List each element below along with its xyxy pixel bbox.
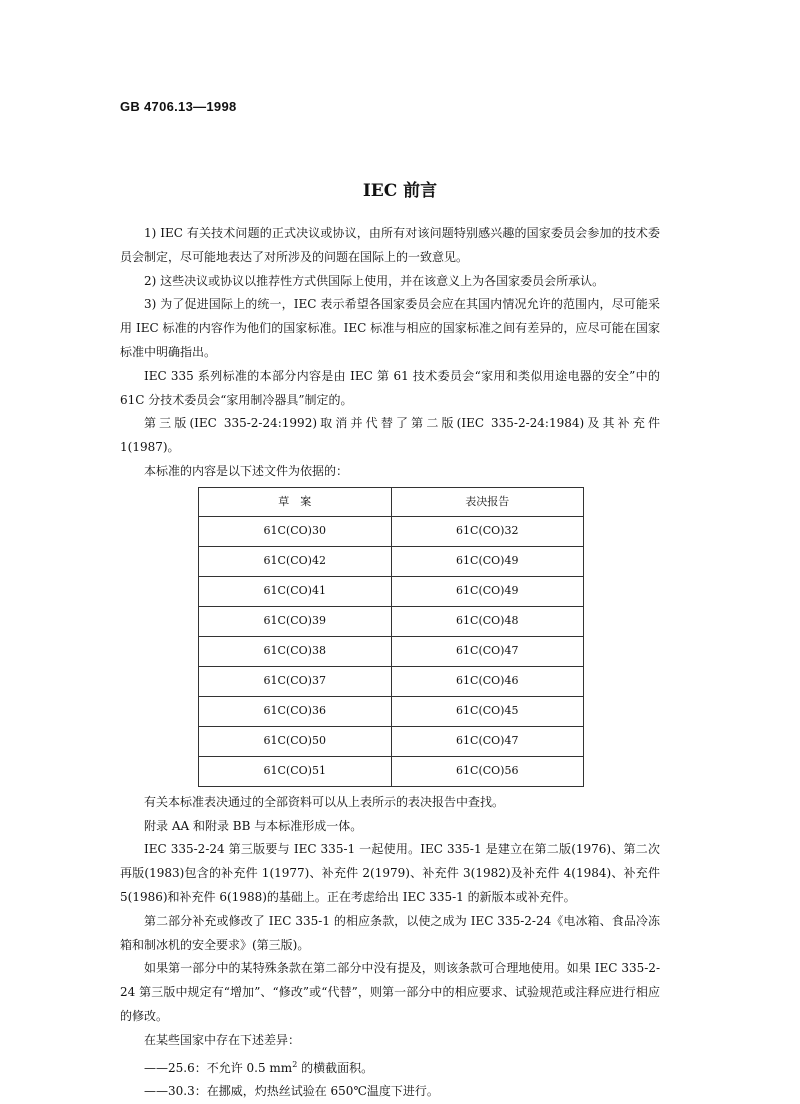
paragraph: 2) 这些决议或协议以推荐性方式供国际上使用，并在该意义上为各国家委员会所承认。 xyxy=(144,273,605,288)
voting-report-cell: 61C(CO)47 xyxy=(391,636,584,666)
paragraph: 在某些国家中存在下述差异： xyxy=(144,1032,301,1047)
table-row xyxy=(199,516,584,546)
paragraph: 本标准的内容是以下述文件为依据的： xyxy=(144,463,349,478)
table-row xyxy=(199,576,584,606)
draft-cell: 61C(CO)36 xyxy=(199,696,392,726)
draft-cell: 61C(CO)39 xyxy=(199,606,392,636)
table-row xyxy=(199,756,584,786)
paragraph: 附录 AA 和附录 BB 与本标准形成一体。 xyxy=(144,818,363,833)
voting-report-cell: 61C(CO)49 xyxy=(391,576,584,606)
draft-cell: 61C(CO)50 xyxy=(199,726,392,756)
voting-report-cell: 61C(CO)46 xyxy=(391,666,584,696)
draft-cell: 61C(CO)30 xyxy=(199,516,392,546)
paragraph: 1) IEC 有关技术问题的正式决议或协议，由所有对该问题特别感兴趣的国家委员会参加的技术委员会制定，尽可能地表达了对所涉及的问题在国际上的一致意见。 xyxy=(120,226,660,264)
page-title: IEC 前言 xyxy=(362,181,438,201)
national-difference-item: ——30.3：在挪威，灼热丝试验在 650℃温度下进行。 xyxy=(144,1084,439,1099)
paragraph: 第三版(IEC 335-2-24:1992)取消并代替了第二版(IEC 335-2-24:1984)及其补充件 1(1987)。 xyxy=(120,416,660,455)
table-row xyxy=(199,696,584,726)
table-header-row xyxy=(199,487,584,516)
column-header-draft: 草 案 xyxy=(199,487,392,516)
table-row xyxy=(199,546,584,576)
draft-cell: 61C(CO)37 xyxy=(199,666,392,696)
paragraph: IEC 335 系列标准的本部分内容是由 IEC 第 61 技术委员会“家用和类似用途电器的安全”中的 61C 分技术委员会“家用制冷器具”制定的。 xyxy=(120,368,660,407)
table-row xyxy=(199,636,584,666)
voting-report-cell: 61C(CO)45 xyxy=(391,696,584,726)
standard-number: GB 4706.13—1998 xyxy=(120,99,237,114)
voting-report-cell: 61C(CO)32 xyxy=(391,516,584,546)
basis-documents-table xyxy=(198,487,584,787)
voting-report-cell: 61C(CO)48 xyxy=(391,606,584,636)
document-body xyxy=(120,222,660,1104)
national-difference-item xyxy=(120,1053,660,1081)
column-header-voting-report: 表决报告 xyxy=(391,487,584,516)
paragraph: 如果第一部分中的某特殊条款在第二部分中没有提及，则该条款可合理地使用。如果 IEC 335-2-24 第三版中规定有“增加”、“修改”或“代替”，则第一部分中的相应要求、试验规范或注释应进行相应的修改。 xyxy=(120,961,660,1023)
draft-cell: 61C(CO)38 xyxy=(199,636,392,666)
paragraph: 有关本标准表决通过的全部资料可以从上表所示的表决报告中查找。 xyxy=(144,794,505,809)
draft-cell: 61C(CO)41 xyxy=(199,576,392,606)
paragraph: 第二部分补充或修改了 IEC 335-1 的相应条款，以使之成为 IEC 335-2-24《电冰箱、食品冷冻箱和制冰机的安全要求》(第三版)。 xyxy=(120,913,660,952)
table-row xyxy=(199,726,584,756)
table-row xyxy=(199,606,584,636)
voting-report-cell: 61C(CO)47 xyxy=(391,726,584,756)
difference-text: ——25.6：不允许 0.5 mm xyxy=(144,1060,293,1075)
draft-cell: 61C(CO)42 xyxy=(199,546,392,576)
difference-text: 的横截面积。 xyxy=(297,1060,374,1075)
paragraph: 3) 为了促进国际上的统一，IEC 表示希望各国家委员会应在其国内情况允许的范围内，尽可能采用 IEC 标准的内容作为他们的国家标准。IEC 标准与相应的国家标准之间有差异的，应尽可能在国家标准中明确指出。 xyxy=(120,297,660,359)
voting-report-cell: 61C(CO)49 xyxy=(391,546,584,576)
voting-report-cell: 61C(CO)56 xyxy=(391,756,584,786)
superscript: 2 xyxy=(292,1059,298,1069)
paragraph: IEC 335-2-24 第三版要与 IEC 335-1 一起使用。IEC 335-1 是建立在第二版(1976)、第二次再版(1983)包含的补充件 1(1977)、补充件 2(1979)、补充件 3(1982)及补充件 4(1984)、补充件 5(1986)和补充件 6(1988)的基础上。正在考虑给出 IEC 335-1 的新版本或补充件。 xyxy=(120,842,660,904)
table-row xyxy=(199,666,584,696)
draft-cell: 61C(CO)51 xyxy=(199,756,392,786)
